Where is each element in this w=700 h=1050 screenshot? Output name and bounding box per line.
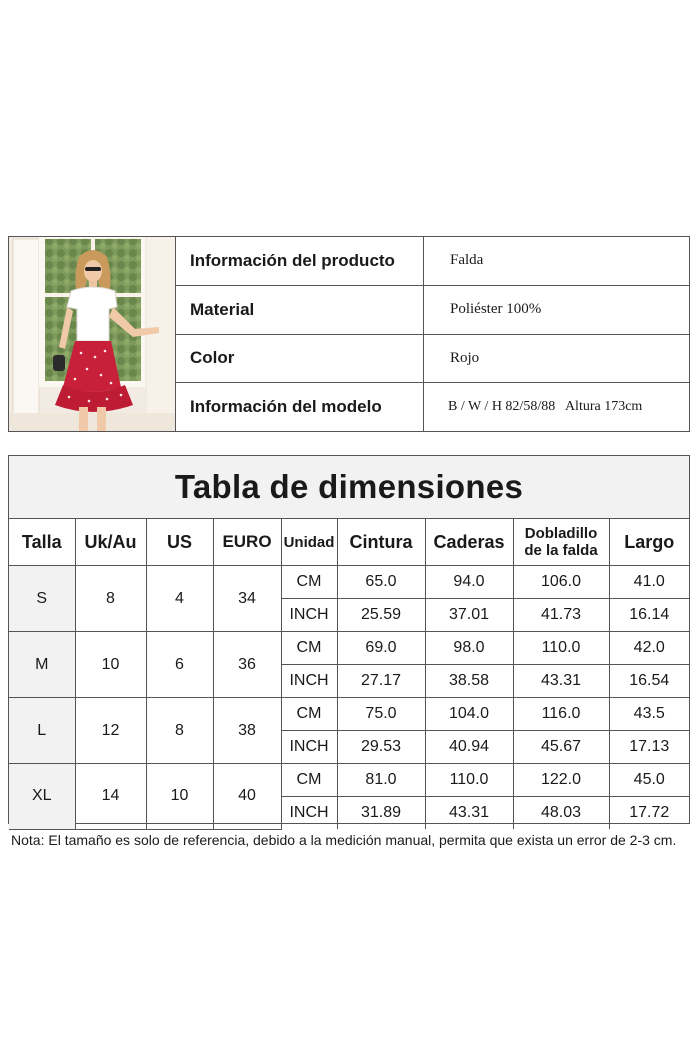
size-label: S: [9, 566, 75, 632]
us-value: 4: [146, 566, 213, 632]
header-size: Talla: [9, 519, 75, 566]
hips-value: 43.31: [425, 797, 513, 830]
waist-value: 65.0: [337, 566, 425, 599]
waist-value: 31.89: [337, 797, 425, 830]
unit-label: CM: [281, 566, 337, 599]
hem-value: 116.0: [513, 698, 609, 731]
header-waist: Cintura: [337, 519, 425, 566]
length-value: 41.0: [609, 566, 689, 599]
product-info-block: [8, 236, 690, 432]
unit-label: INCH: [281, 599, 337, 632]
hem-value: 41.73: [513, 599, 609, 632]
info-value: Rojo: [450, 349, 480, 366]
unit-label: INCH: [281, 665, 337, 698]
ukau-value: 10: [75, 632, 146, 698]
size-chart: [8, 455, 690, 824]
waist-value: 69.0: [337, 632, 425, 665]
us-value: 6: [146, 632, 213, 698]
info-row-model: [176, 383, 689, 431]
header-euro: EURO: [213, 519, 281, 566]
size-table-header: [9, 519, 689, 566]
table-row: [9, 632, 689, 665]
header-us: US: [146, 519, 213, 566]
hem-value: 48.03: [513, 797, 609, 830]
measurement-note: Nota: El tamaño es solo de referencia, debido a la medición manual, permita que exista un error de 2-3 cm.: [11, 832, 677, 848]
table-row: [9, 698, 689, 731]
hem-value: 45.67: [513, 731, 609, 764]
size-label: L: [9, 698, 75, 764]
info-label: Color: [176, 335, 424, 383]
hips-value: 110.0: [425, 764, 513, 797]
header-ukau: Uk/Au: [75, 519, 146, 566]
unit-label: CM: [281, 764, 337, 797]
euro-value: 38: [213, 698, 281, 764]
size-label: XL: [9, 764, 75, 830]
header-hem: [513, 519, 609, 566]
info-value: Poliéster 100%: [450, 301, 542, 318]
euro-value: 40: [213, 764, 281, 830]
hips-value: 94.0: [425, 566, 513, 599]
hem-value: 43.31: [513, 665, 609, 698]
length-value: 16.14: [609, 599, 689, 632]
waist-value: 81.0: [337, 764, 425, 797]
waist-value: 25.59: [337, 599, 425, 632]
ukau-value: 8: [75, 566, 146, 632]
model-photo: [9, 237, 176, 431]
info-value: Falda: [450, 252, 484, 269]
hem-value: 106.0: [513, 566, 609, 599]
length-value: 43.5: [609, 698, 689, 731]
table-row: [9, 764, 689, 797]
waist-value: 29.53: [337, 731, 425, 764]
length-value: 45.0: [609, 764, 689, 797]
length-value: 17.13: [609, 731, 689, 764]
header-unit: Unidad: [281, 519, 337, 566]
waist-value: 27.17: [337, 665, 425, 698]
model-photo-illustration: [9, 237, 175, 431]
hem-value: 110.0: [513, 632, 609, 665]
unit-label: CM: [281, 632, 337, 665]
size-chart-title: Tabla de dimensiones: [9, 456, 689, 519]
size-table: [9, 519, 689, 830]
info-value: B / W / H 82/58/88 Altura 173cm: [448, 399, 643, 415]
euro-value: 34: [213, 566, 281, 632]
table-row: [9, 566, 689, 599]
header-hem-line1: Dobladillo: [524, 525, 598, 542]
info-row-product: [176, 237, 689, 286]
hips-value: 40.94: [425, 731, 513, 764]
hips-value: 38.58: [425, 665, 513, 698]
ukau-value: 14: [75, 764, 146, 830]
hips-value: 37.01: [425, 599, 513, 632]
length-value: 42.0: [609, 632, 689, 665]
product-info-table: [176, 237, 689, 431]
hem-value: 122.0: [513, 764, 609, 797]
header-length: Largo: [609, 519, 689, 566]
unit-label: CM: [281, 698, 337, 731]
unit-label: INCH: [281, 731, 337, 764]
size-label: M: [9, 632, 75, 698]
ukau-value: 12: [75, 698, 146, 764]
header-hem-line2: de la falda: [524, 542, 598, 559]
length-value: 16.54: [609, 665, 689, 698]
info-label: Material: [176, 286, 424, 334]
info-label: Información del modelo: [176, 383, 424, 431]
unit-label: INCH: [281, 797, 337, 830]
us-value: 10: [146, 764, 213, 830]
us-value: 8: [146, 698, 213, 764]
info-row-color: [176, 335, 689, 384]
hips-value: 98.0: [425, 632, 513, 665]
euro-value: 36: [213, 632, 281, 698]
waist-value: 75.0: [337, 698, 425, 731]
hips-value: 104.0: [425, 698, 513, 731]
length-value: 17.72: [609, 797, 689, 830]
info-row-material: [176, 286, 689, 335]
header-hips: Caderas: [425, 519, 513, 566]
info-label: Información del producto: [176, 237, 424, 285]
